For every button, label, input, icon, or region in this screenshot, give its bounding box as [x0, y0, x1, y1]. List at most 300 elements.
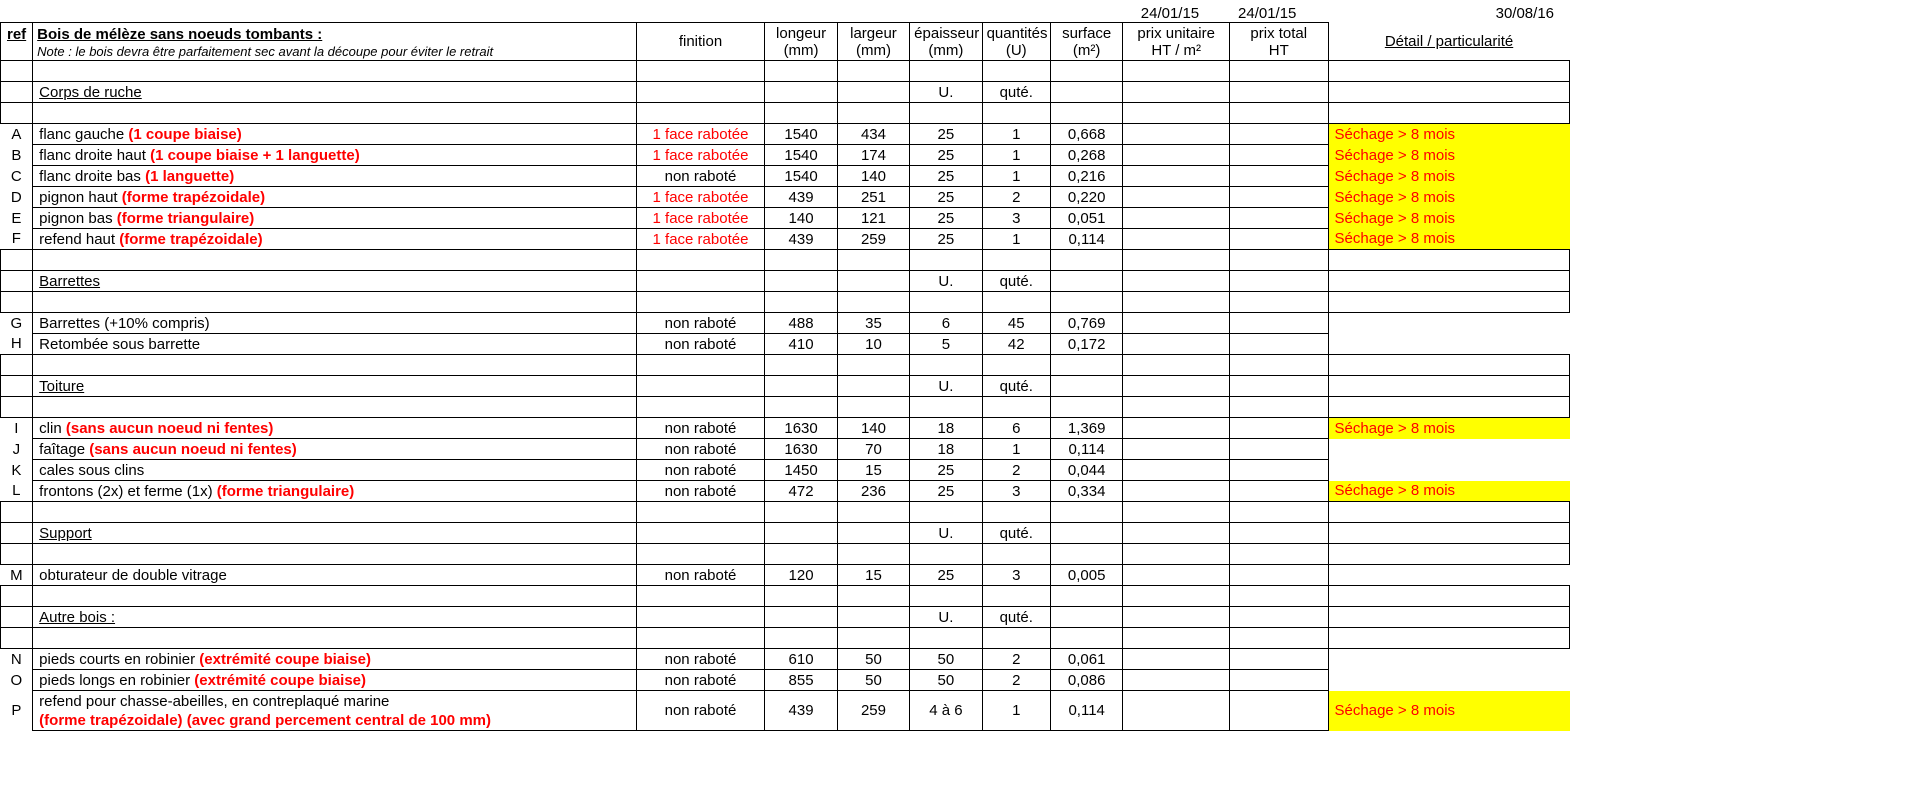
spacer-cell	[33, 292, 636, 313]
header-prix-total: prix total HT	[1229, 23, 1328, 61]
row-finition: 1 face rabotée	[636, 208, 765, 229]
spacer-cell	[1, 292, 33, 313]
row-description: cales sous clins	[33, 460, 636, 481]
spacer-cell	[1328, 397, 1569, 418]
section-ref-blank	[1, 523, 33, 544]
spacer-cell	[1328, 586, 1569, 607]
row-finition: non raboté	[636, 691, 765, 731]
row-description: Barrettes (+10% compris)	[33, 313, 636, 334]
row-quantite: 45	[982, 313, 1050, 334]
section-det-blank	[1328, 82, 1569, 103]
spacer-cell	[765, 250, 837, 271]
spacer-cell	[636, 355, 765, 376]
row-largeur: 251	[837, 187, 909, 208]
section-unit-label: U.	[910, 376, 982, 397]
section-spacer	[1, 586, 1570, 607]
row-surface: 0,334	[1050, 481, 1122, 502]
row-epaisseur: 25	[910, 460, 982, 481]
row-surface: 0,044	[1050, 460, 1122, 481]
spacer-cell	[1123, 250, 1230, 271]
row-largeur: 10	[837, 334, 909, 355]
spacer-cell	[910, 628, 982, 649]
section-header-row	[1, 271, 1570, 292]
row-prix-unitaire[interactable]	[1123, 670, 1230, 691]
section-fin-blank	[636, 607, 765, 628]
row-prix-unitaire[interactable]	[1123, 166, 1230, 187]
header-epaisseur: épaisseur (mm)	[910, 23, 982, 61]
spacer-cell	[636, 502, 765, 523]
row-prix-unitaire[interactable]	[1123, 691, 1230, 731]
table-row	[1, 166, 1570, 187]
row-prix-total[interactable]	[1229, 166, 1328, 187]
section-lon-blank	[765, 271, 837, 292]
row-finition: non raboté	[636, 166, 765, 187]
spacer-cell	[910, 292, 982, 313]
row-description: clin (sans aucun noeud ni fentes)	[33, 418, 636, 439]
table-header-row	[1, 23, 1570, 61]
spacer-cell	[837, 292, 909, 313]
materials-table	[0, 22, 1570, 731]
spacer-cell	[837, 103, 909, 124]
spacer-cell	[1229, 355, 1328, 376]
row-quantite: 6	[982, 418, 1050, 439]
row-largeur: 15	[837, 565, 909, 586]
row-epaisseur: 25	[910, 481, 982, 502]
section-spacer	[1, 61, 1570, 82]
spacer-cell	[982, 397, 1050, 418]
table-row	[1, 313, 1570, 334]
spacer-cell	[636, 544, 765, 565]
row-quantite: 2	[982, 187, 1050, 208]
spacer-cell	[837, 544, 909, 565]
spacer-cell	[1, 502, 33, 523]
row-detail: Séchage > 8 mois	[1328, 691, 1569, 731]
spacer-cell	[837, 502, 909, 523]
spacer-cell	[982, 544, 1050, 565]
row-surface: 0,051	[1050, 208, 1122, 229]
section-pu-blank	[1123, 271, 1230, 292]
spacer-cell	[982, 292, 1050, 313]
section-title-3: Support	[33, 523, 636, 544]
row-description: pieds courts en robinier (extrémité coupe biaise)	[33, 649, 636, 670]
row-longueur: 488	[765, 313, 837, 334]
row-prix-unitaire[interactable]	[1123, 208, 1230, 229]
row-prix-total[interactable]	[1229, 670, 1328, 691]
spacer-cell	[1050, 586, 1122, 607]
spacer-cell	[1, 544, 33, 565]
section-det-blank	[1328, 607, 1569, 628]
table-row	[1, 418, 1570, 439]
spacer-cell	[910, 586, 982, 607]
row-surface: 0,216	[1050, 166, 1122, 187]
row-ref: L	[12, 482, 21, 500]
row-quantite: 2	[982, 649, 1050, 670]
spacer-cell	[1229, 586, 1328, 607]
spacer-cell	[1123, 544, 1230, 565]
section-pt-blank	[1229, 376, 1328, 397]
row-prix-total[interactable]	[1229, 649, 1328, 670]
row-epaisseur: 50	[910, 670, 982, 691]
row-quantite: 1	[982, 439, 1050, 460]
row-epaisseur: 6	[910, 313, 982, 334]
spacer-cell	[1050, 544, 1122, 565]
spacer-cell	[1050, 628, 1122, 649]
spacer-cell	[765, 502, 837, 523]
section-surf-blank	[1050, 271, 1122, 292]
table-row	[1, 124, 1570, 145]
row-detail: Séchage > 8 mois	[1328, 124, 1569, 145]
section-pu-blank	[1123, 607, 1230, 628]
table-row	[1, 145, 1570, 166]
table-row	[1, 334, 1570, 355]
section-ref-blank	[1, 271, 33, 292]
row-surface: 0,114	[1050, 439, 1122, 460]
row-surface: 0,005	[1050, 565, 1122, 586]
row-largeur: 259	[837, 691, 909, 731]
row-quantite: 2	[982, 670, 1050, 691]
row-detail	[1328, 334, 1569, 355]
row-description: pieds longs en robinier (extrémité coupe biaise)	[33, 670, 636, 691]
section-subspacer	[1, 397, 1570, 418]
row-surface: 0,172	[1050, 334, 1122, 355]
section-ref-blank	[1, 607, 33, 628]
row-largeur: 121	[837, 208, 909, 229]
row-longueur: 1540	[765, 124, 837, 145]
row-prix-total[interactable]	[1229, 439, 1328, 460]
row-quantite: 1	[982, 229, 1050, 250]
row-prix-total[interactable]	[1229, 145, 1328, 166]
row-largeur: 50	[837, 649, 909, 670]
row-detail	[1328, 649, 1569, 670]
section-surf-blank	[1050, 376, 1122, 397]
row-surface: 0,114	[1050, 691, 1122, 731]
row-prix-unitaire[interactable]	[1123, 565, 1230, 586]
spacer-cell	[1, 586, 33, 607]
spacer-cell	[1229, 103, 1328, 124]
row-quantite: 1	[982, 124, 1050, 145]
section-pt-blank	[1229, 82, 1328, 103]
spacer-cell	[636, 628, 765, 649]
section-det-blank	[1328, 376, 1569, 397]
row-description: pignon bas (forme triangulaire)	[33, 208, 636, 229]
section-lar-blank	[837, 376, 909, 397]
spacer-cell	[910, 397, 982, 418]
spacer-cell	[765, 103, 837, 124]
spacer-cell	[1229, 628, 1328, 649]
spacer-cell	[1229, 502, 1328, 523]
row-prix-total[interactable]	[1229, 460, 1328, 481]
row-largeur: 174	[837, 145, 909, 166]
row-prix-total[interactable]	[1229, 229, 1328, 250]
spacer-cell	[982, 61, 1050, 82]
row-ref: F	[11, 230, 21, 248]
section-lar-blank	[837, 271, 909, 292]
row-quantite: 3	[982, 565, 1050, 586]
section-lar-blank	[837, 523, 909, 544]
row-epaisseur: 4 à 6	[910, 691, 982, 731]
row-finition: non raboté	[636, 313, 765, 334]
table-row	[1, 460, 1570, 481]
row-prix-unitaire[interactable]	[1123, 439, 1230, 460]
section-title-4: Autre bois :	[33, 607, 636, 628]
section-spacer	[1, 250, 1570, 271]
section-lon-blank	[765, 523, 837, 544]
section-unit-label: U.	[910, 607, 982, 628]
spacer-cell	[33, 628, 636, 649]
section-title-1: Barrettes	[33, 271, 636, 292]
row-description: frontons (2x) et ferme (1x) (forme triangulaire)	[33, 481, 636, 502]
row-detail: Séchage > 8 mois	[1328, 229, 1569, 250]
spacer-cell	[1050, 292, 1122, 313]
section-header-row	[1, 607, 1570, 628]
row-ref: C	[10, 167, 22, 185]
row-finition: non raboté	[636, 439, 765, 460]
section-qty-label: quté.	[982, 82, 1050, 103]
row-detail	[1328, 439, 1569, 460]
row-prix-total[interactable]	[1229, 208, 1328, 229]
section-subspacer	[1, 628, 1570, 649]
row-surface: 0,769	[1050, 313, 1122, 334]
spacer-cell	[982, 355, 1050, 376]
section-det-blank	[1328, 523, 1569, 544]
section-lon-blank	[765, 82, 837, 103]
row-quantite: 2	[982, 460, 1050, 481]
row-longueur: 1540	[765, 166, 837, 187]
row-prix-unitaire[interactable]	[1123, 481, 1230, 502]
spacer-cell	[33, 397, 636, 418]
row-longueur: 140	[765, 208, 837, 229]
spacer-cell	[837, 397, 909, 418]
spacer-cell	[1050, 502, 1122, 523]
spacer-cell	[1123, 586, 1230, 607]
section-qty-label: quté.	[982, 376, 1050, 397]
row-detail: Séchage > 8 mois	[1328, 208, 1569, 229]
spacer-cell	[33, 355, 636, 376]
row-ref: B	[11, 146, 22, 164]
spacer-cell	[33, 544, 636, 565]
spacer-cell	[910, 544, 982, 565]
spacer-cell	[33, 250, 636, 271]
row-quantite: 42	[982, 334, 1050, 355]
row-prix-total[interactable]	[1229, 481, 1328, 502]
row-quantite: 3	[982, 208, 1050, 229]
section-ref-blank	[1, 82, 33, 103]
row-ref: K	[11, 461, 22, 479]
spacer-cell	[33, 103, 636, 124]
row-largeur: 140	[837, 166, 909, 187]
row-description: flanc droite haut (1 coupe biaise + 1 languette)	[33, 145, 636, 166]
header-note: Note : le bois devra être parfaitement sec avant la découpe pour éviter le retrait	[37, 44, 494, 59]
table-row	[1, 187, 1570, 208]
row-ref: A	[11, 125, 22, 143]
row-epaisseur: 5	[910, 334, 982, 355]
spacer-cell	[837, 586, 909, 607]
spacer-cell	[1050, 103, 1122, 124]
spacer-cell	[982, 628, 1050, 649]
row-epaisseur: 18	[910, 439, 982, 460]
spacer-cell	[1123, 628, 1230, 649]
row-ref: I	[14, 419, 19, 437]
row-detail	[1328, 565, 1569, 586]
table-row	[1, 565, 1570, 586]
row-ref: N	[10, 650, 22, 668]
row-quantite: 1	[982, 166, 1050, 187]
row-prix-total[interactable]	[1229, 418, 1328, 439]
section-title-0: Corps de ruche	[33, 82, 636, 103]
spacer-cell	[910, 61, 982, 82]
spacer-cell	[765, 544, 837, 565]
spacer-cell	[1123, 355, 1230, 376]
row-quantite: 3	[982, 481, 1050, 502]
date-cell-3: 30/08/16	[1495, 5, 1554, 22]
spacer-cell	[636, 250, 765, 271]
section-spacer	[1, 355, 1570, 376]
section-lon-blank	[765, 376, 837, 397]
row-prix-total[interactable]	[1229, 313, 1328, 334]
header-ref: ref	[1, 23, 33, 61]
row-longueur: 410	[765, 334, 837, 355]
spacer-cell	[1229, 250, 1328, 271]
section-det-blank	[1328, 271, 1569, 292]
row-longueur: 610	[765, 649, 837, 670]
spacer-cell	[1229, 397, 1328, 418]
row-finition: non raboté	[636, 670, 765, 691]
section-lar-blank	[837, 607, 909, 628]
row-prix-total[interactable]	[1229, 691, 1328, 731]
row-prix-unitaire[interactable]	[1123, 460, 1230, 481]
spacer-cell	[837, 628, 909, 649]
table-row	[1, 670, 1570, 691]
spacer-cell	[765, 61, 837, 82]
section-qty-label: quté.	[982, 271, 1050, 292]
section-fin-blank	[636, 376, 765, 397]
row-surface: 0,668	[1050, 124, 1122, 145]
table-row	[1, 208, 1570, 229]
row-detail	[1328, 313, 1569, 334]
section-qty-label: quté.	[982, 607, 1050, 628]
row-epaisseur: 25	[910, 187, 982, 208]
row-finition: non raboté	[636, 649, 765, 670]
spacer-cell	[837, 355, 909, 376]
row-prix-unitaire[interactable]	[1123, 418, 1230, 439]
row-prix-unitaire[interactable]	[1123, 649, 1230, 670]
row-detail	[1328, 670, 1569, 691]
row-largeur: 236	[837, 481, 909, 502]
spacer-cell	[1229, 61, 1328, 82]
row-longueur: 855	[765, 670, 837, 691]
spacer-cell	[1123, 292, 1230, 313]
date-cell-1: 24/01/15	[1140, 5, 1200, 22]
spacer-cell	[33, 586, 636, 607]
header-longueur: longeur (mm)	[765, 23, 837, 61]
row-finition: non raboté	[636, 418, 765, 439]
row-prix-unitaire[interactable]	[1123, 229, 1230, 250]
row-description: flanc gauche (1 coupe biaise)	[33, 124, 636, 145]
row-description: pignon haut (forme trapézoidale)	[33, 187, 636, 208]
section-pu-blank	[1123, 523, 1230, 544]
section-ref-blank	[1, 376, 33, 397]
row-ref: E	[11, 209, 22, 227]
spacer-cell	[765, 586, 837, 607]
row-longueur: 1540	[765, 145, 837, 166]
row-longueur: 1450	[765, 460, 837, 481]
table-row	[1, 691, 1570, 731]
row-surface: 0,268	[1050, 145, 1122, 166]
section-pu-blank	[1123, 82, 1230, 103]
row-prix-total[interactable]	[1229, 334, 1328, 355]
row-prix-unitaire[interactable]	[1123, 124, 1230, 145]
spacer-cell	[1123, 502, 1230, 523]
section-pu-blank	[1123, 376, 1230, 397]
row-largeur: 259	[837, 229, 909, 250]
row-epaisseur: 25	[910, 124, 982, 145]
header-detail: Détail / particularité	[1384, 32, 1514, 50]
row-prix-unitaire[interactable]	[1123, 313, 1230, 334]
row-prix-unitaire[interactable]	[1123, 334, 1230, 355]
spacer-cell	[636, 61, 765, 82]
row-largeur: 140	[837, 418, 909, 439]
row-quantite: 1	[982, 145, 1050, 166]
table-row	[1, 481, 1570, 502]
section-surf-blank	[1050, 607, 1122, 628]
row-prix-total[interactable]	[1229, 124, 1328, 145]
spacer-cell	[1, 355, 33, 376]
row-detail	[1328, 460, 1569, 481]
spacer-cell	[636, 292, 765, 313]
date-cell-2: 24/01/15	[1238, 5, 1297, 22]
row-ref: O	[10, 671, 23, 689]
row-largeur: 35	[837, 313, 909, 334]
spacer-cell	[1050, 61, 1122, 82]
row-epaisseur: 18	[910, 418, 982, 439]
spacer-cell	[910, 355, 982, 376]
row-prix-unitaire[interactable]	[1123, 187, 1230, 208]
row-epaisseur: 25	[910, 208, 982, 229]
spacer-cell	[1123, 61, 1230, 82]
spacer-cell	[837, 61, 909, 82]
header-description	[33, 23, 636, 61]
row-largeur: 15	[837, 460, 909, 481]
row-ref: H	[10, 335, 22, 353]
table-row	[1, 439, 1570, 460]
spacer-cell	[1229, 544, 1328, 565]
section-qty-label: quté.	[982, 523, 1050, 544]
spacer-cell	[765, 292, 837, 313]
row-ref: P	[11, 702, 22, 719]
header-finition: finition	[636, 23, 765, 61]
row-prix-total[interactable]	[1229, 187, 1328, 208]
header-title: Bois de mélèze sans noeuds tombants :	[37, 26, 323, 43]
row-prix-unitaire[interactable]	[1123, 145, 1230, 166]
spacer-cell	[1, 397, 33, 418]
row-description: Retombée sous barrette	[33, 334, 636, 355]
section-subspacer	[1, 544, 1570, 565]
section-surf-blank	[1050, 82, 1122, 103]
row-prix-total[interactable]	[1229, 565, 1328, 586]
spacer-cell	[1, 61, 33, 82]
row-epaisseur: 25	[910, 145, 982, 166]
section-fin-blank	[636, 271, 765, 292]
section-lon-blank	[765, 607, 837, 628]
spacer-cell	[1050, 250, 1122, 271]
section-header-row	[1, 376, 1570, 397]
header-quantites: quantités (U)	[982, 23, 1050, 61]
row-ref: D	[10, 188, 22, 206]
row-surface: 0,061	[1050, 649, 1122, 670]
spacer-cell	[982, 502, 1050, 523]
header-largeur: largeur (mm)	[837, 23, 909, 61]
section-fin-blank	[636, 523, 765, 544]
